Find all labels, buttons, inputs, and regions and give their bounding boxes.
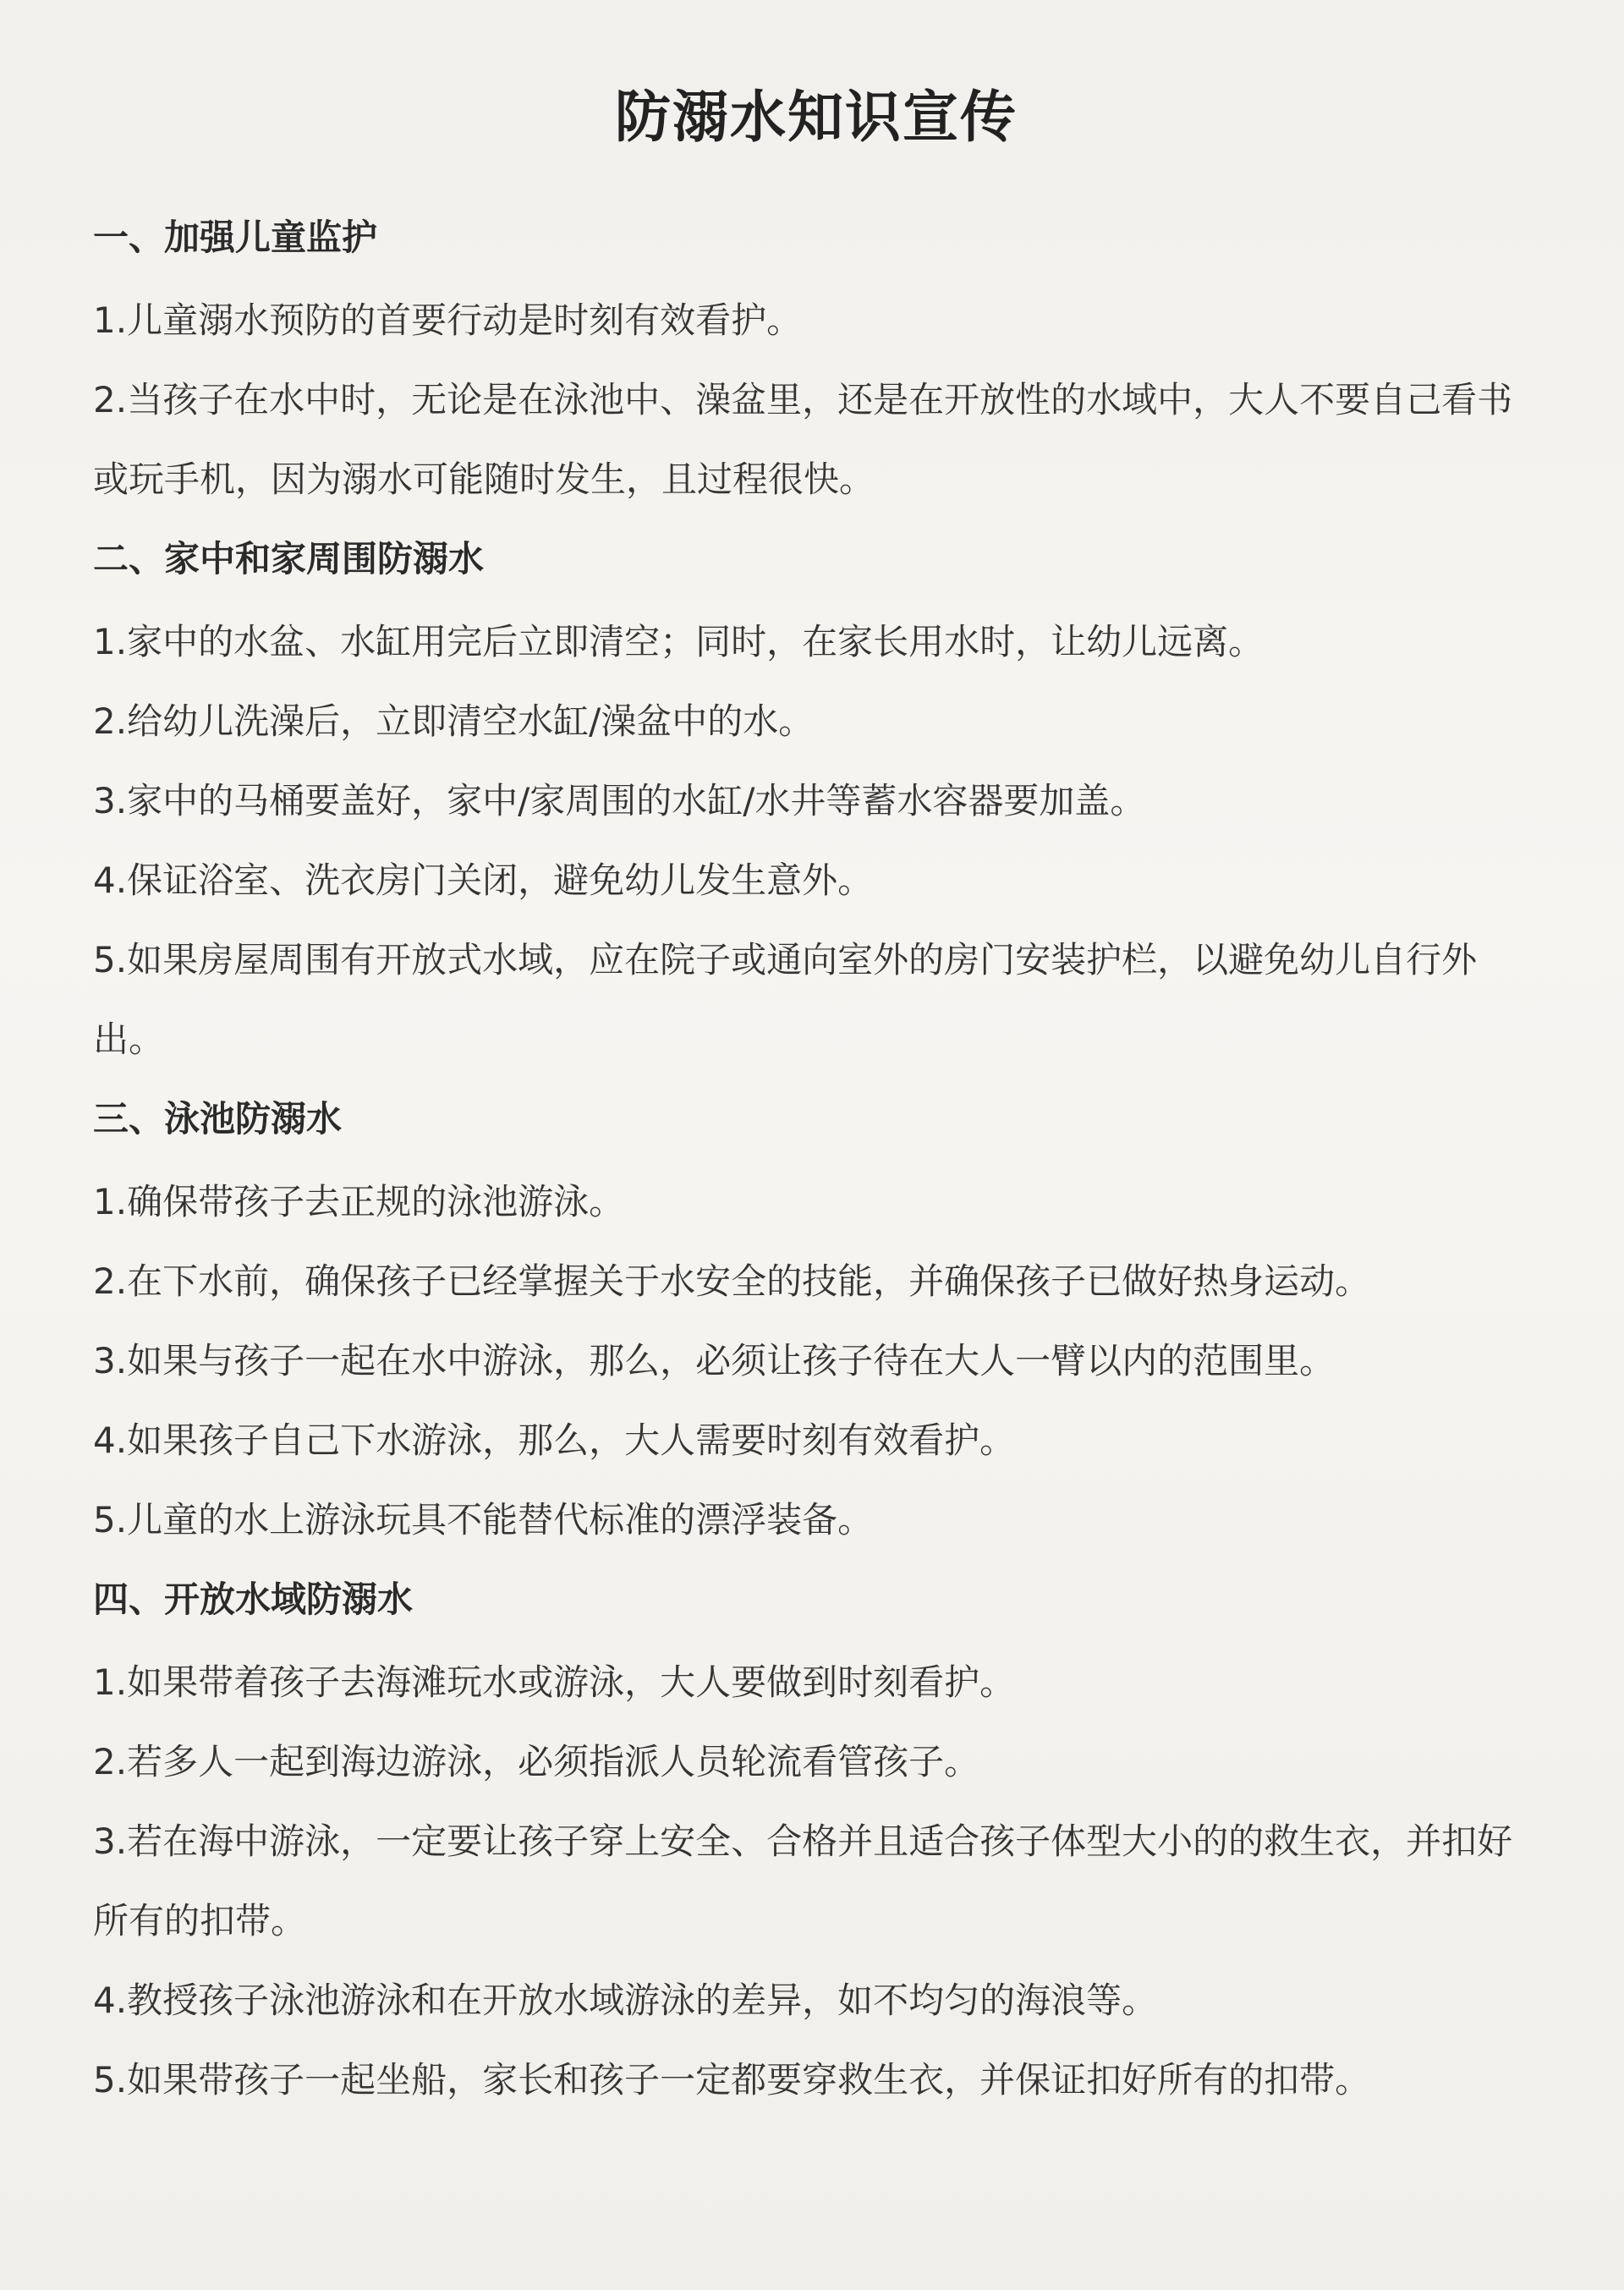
list-item: 4.教授孩子泳池游泳和在开放水域游泳的差异，如不均匀的海浪等。 bbox=[93, 1980, 1158, 2021]
list-item: 2.若多人一起到海边游泳，必须指派人员轮流看管孩子。 bbox=[93, 1741, 980, 1782]
section-home-safety bbox=[93, 533, 1539, 1079]
list-item: 3.家中的马桶要盖好，家中/家周围的水缸/水井等蓄水容器要加盖。 bbox=[93, 780, 1146, 821]
list-item: 5.如果带孩子一起坐船，家长和孩子一定都要穿救生衣，并保证扣好所有的扣带。 bbox=[93, 2059, 1371, 2101]
section-heading: 二、家中和家周围防溺水 bbox=[93, 538, 485, 579]
list-item: 1.儿童溺水预防的首要行动是时刻有效看护。 bbox=[93, 299, 803, 341]
section-item-list bbox=[93, 602, 1539, 1079]
document-title: 防溺水知识宣传 bbox=[615, 84, 1018, 150]
section-item-list bbox=[93, 281, 1539, 519]
section-heading: 一、加强儿童监护 bbox=[93, 217, 378, 258]
section-item-list bbox=[93, 1162, 1539, 1560]
list-item: 1.如果带着孩子去海滩玩水或游泳，大人要做到时刻看护。 bbox=[93, 1661, 1016, 1703]
list-item: 4.如果孩子自己下水游泳，那么，大人需要时刻有效看护。 bbox=[93, 1420, 1016, 1461]
list-item: 5.如果房屋周围有开放式水域，应在院子或通向室外的房门安装护栏，以避免幼儿自行外出。 bbox=[93, 939, 1478, 1060]
section-open-water-safety bbox=[93, 1573, 1539, 2120]
section-pool-safety bbox=[93, 1093, 1539, 1560]
list-item: 4.保证浴室、洗衣房门关闭，避免幼儿发生意外。 bbox=[93, 859, 874, 901]
section-heading: 三、泳池防溺水 bbox=[93, 1098, 343, 1140]
section-child-supervision bbox=[93, 211, 1539, 519]
section-item-list bbox=[93, 1643, 1539, 2120]
list-item: 2.给幼儿洗澡后，立即清空水缸/澡盆中的水。 bbox=[93, 700, 815, 742]
list-item: 3.如果与孩子一起在水中游泳，那么，必须让孩子待在大人一臂以内的范围里。 bbox=[93, 1340, 1336, 1381]
list-item: 5.儿童的水上游泳玩具不能替代标准的漂浮装备。 bbox=[93, 1499, 874, 1540]
list-item: 1.确保带孩子去正规的泳池游泳。 bbox=[93, 1181, 625, 1222]
section-heading: 四、开放水域防溺水 bbox=[93, 1579, 414, 1620]
list-item: 1.家中的水盆、水缸用完后立即清空；同时，在家长用水时，让幼儿远离。 bbox=[93, 621, 1265, 662]
list-item: 2.当孩子在水中时，无论是在泳池中、澡盆里，还是在开放性的水域中，大人不要自己看书或玩手机，因为溺水可能随时发生，且过程很快。 bbox=[93, 379, 1513, 500]
list-item: 3.若在海中游泳，一定要让孩子穿上安全、合格并且适合孩子体型大小的的救生衣，并扣好所有的扣带。 bbox=[93, 1820, 1513, 1941]
list-item: 2.在下水前，确保孩子已经掌握关于水安全的技能，并确保孩子已做好热身运动。 bbox=[93, 1260, 1371, 1302]
